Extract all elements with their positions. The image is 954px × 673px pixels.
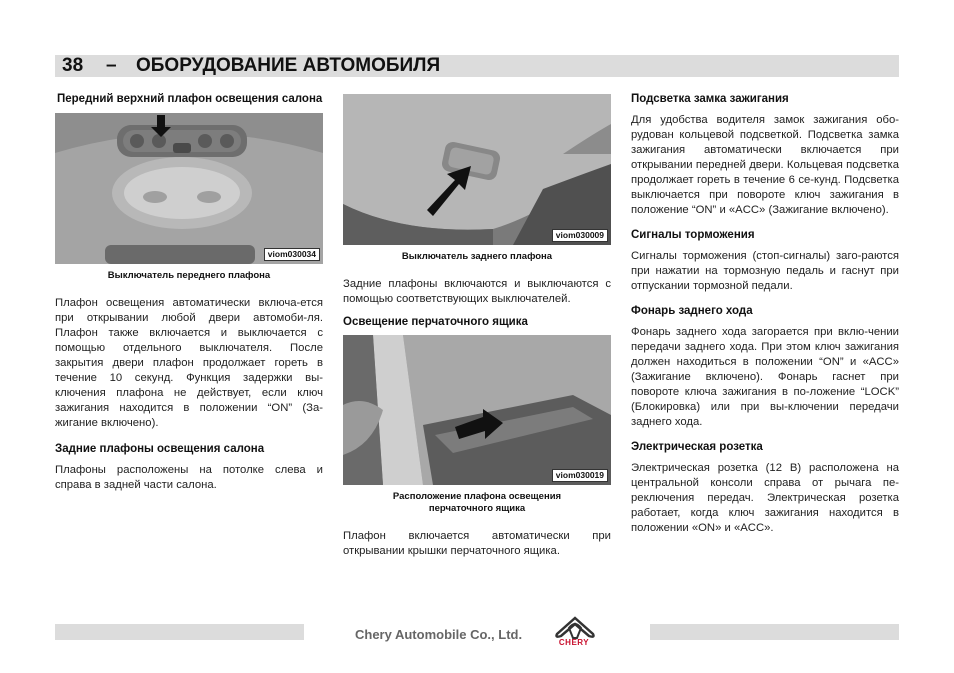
heading-front-lamp: Передний верхний плафон освещения салона [57,93,323,105]
page-number: 38 [62,55,84,76]
heading-power-outlet: Электрическая розетка [631,441,763,453]
paragraph: Сигналы торможения (стоп-сигналы) заго-раются при нажатии на тормозную педаль и гаснут при отпускании тормозной педали. [631,250,899,292]
heading-glovebox: Освещение перчаточного ящика [343,316,528,328]
heading-brake-lights: Сигналы торможения [631,229,755,241]
paragraph: Плафон освещения автоматически включа-ется при открывании любой двери автомоби-ля. Плафон также включается и выключается с помощью отдельного выключателя. После закрытия двери плафон продолжает гореть в течение 10 секунд. Функция задержки вы-ключения плафона не действует, если ключ зажигания находится в положении “ON” (За-жигание включено). [55,297,323,429]
footer-bar-left [55,624,304,640]
figure-caption: Выключатель переднего плафона [107,270,271,281]
footer-company: Chery Automobile Co., Ltd. [355,627,523,642]
figure-code: viom030034 [264,248,320,261]
paragraph: Фонарь заднего хода загорается при вклю-чении передачи заднего хода. При этом ключ зажигания должен находиться в положении “ON” и «ACC» (Зажигание включено). Фонарь гаснет при повороте ключа зажигания в по-ложение “LOCK” (Блокировка) или при вы-ключении передачи заднего хода. [631,326,899,428]
heading-reverse-light: Фонарь заднего хода [631,305,753,317]
section-title: ОБОРУДОВАНИЕ АВТОМОБИЛЯ [136,55,441,76]
heading-rear-lamps: Задние плафоны освещения салона [55,443,265,455]
page-title [62,55,440,77]
figure-glovebox-photo [343,335,611,485]
glovebox-illustration [343,335,611,485]
paragraph: Для удобства водителя замок зажигания обо-рудован кольцевой подсветкой. Подсветка замка зажигания автоматически включается при открывании передней двери. Кольцевая подсветка продолжает гореть в течение 6 се-кунд. Подсветка выключается при повороте ключ зажигания в положение “ON” и «ACC» (Зажигание включено). [631,114,899,216]
figure-caption: Расположение плафона освещения перчаточного ящика [392,491,562,514]
figure-code: viom030009 [552,229,608,242]
paragraph: Электрическая розетка (12 В) расположена на центральной консоли справа от рычага пе-реключения передач. Электрическая розетка работает, когда ключ зажигания находится в положении «ON» и «ACC». [631,462,899,534]
footer-bar-right [650,624,899,640]
column-middle [343,94,611,559]
paragraph: Плафоны расположены на потолке слева и справа в задней части салона. [55,464,323,491]
figure-caption: Выключатель заднего плафона [401,251,553,262]
paragraph: Задние плафоны включаются и выключаются с помощью соответствующих выключателей. [343,278,611,305]
figure-rear-lamp-photo [343,94,611,245]
front-lamp-illustration [55,113,323,264]
rear-lamp-illustration [343,94,611,245]
title-dash: – [106,55,117,76]
heading-ignition-light: Подсветка замка зажигания [631,93,789,105]
paragraph: Плафон включается автоматически при открывании крышки перчаточного ящика. [343,530,611,557]
logo-wordmark: CHERY [558,638,590,647]
figure-front-lamp-photo [55,113,323,264]
column-left [55,92,323,493]
figure-code: viom030019 [552,469,608,482]
column-right [631,92,899,536]
